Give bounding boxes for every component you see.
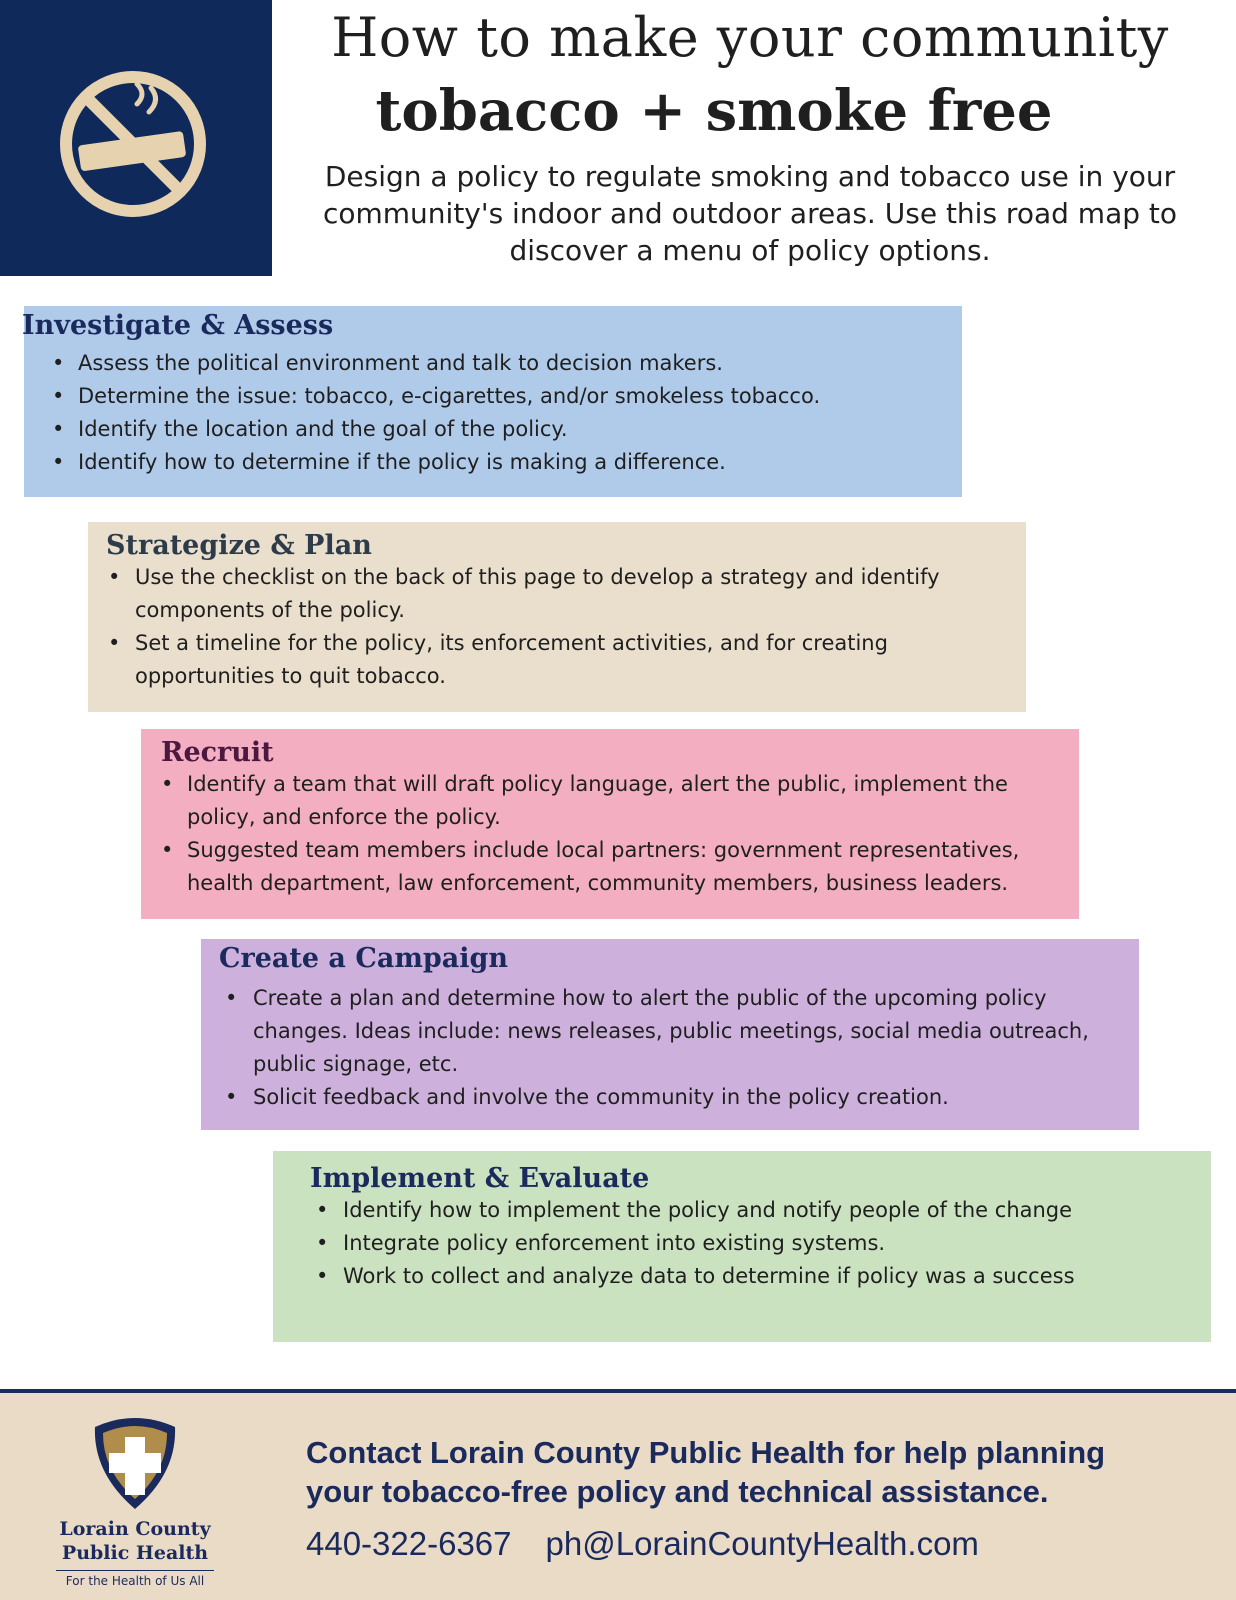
list-item: • Determine the issue: tobacco, e-cigarettes, and/or smokeless tobacco. bbox=[52, 384, 821, 408]
step-list bbox=[106, 561, 1026, 693]
list-item: • Integrate policy enforcement into existing systems. bbox=[316, 1231, 886, 1255]
step-implement-evaluate bbox=[273, 1151, 1211, 1342]
list-item: • Assess the political environment and talk to decision makers. bbox=[52, 351, 723, 375]
page-title-line1: How to make your community bbox=[331, 6, 1169, 69]
list-item: • Identify the location and the goal of the policy. bbox=[52, 417, 568, 441]
step-list bbox=[219, 982, 1139, 1114]
list-item: • Solicit feedback and involve the community in the policy creation. bbox=[225, 1085, 949, 1109]
step-list bbox=[24, 347, 962, 479]
step-create-campaign bbox=[201, 939, 1139, 1130]
step-list bbox=[310, 1194, 1211, 1293]
footer bbox=[0, 1389, 1236, 1600]
phone-number[interactable]: 440-322-6367 bbox=[306, 1525, 512, 1562]
list-item: • Identify how to determine if the policy is making a difference. bbox=[52, 450, 726, 474]
step-recruit bbox=[141, 729, 1079, 919]
contact-details bbox=[306, 1525, 1186, 1563]
step-heading: Strategize & Plan bbox=[106, 530, 372, 561]
shield-cross-icon bbox=[87, 1413, 183, 1513]
list-item: • Set a timeline for the policy, its enforcement activities, and for creating opportunities to quit tobacco. bbox=[108, 631, 888, 688]
step-heading: Investigate & Assess bbox=[22, 310, 334, 341]
step-investigate-assess bbox=[24, 306, 962, 497]
step-heading: Implement & Evaluate bbox=[310, 1163, 650, 1194]
list-item: • Work to collect and analyze data to determine if policy was a success bbox=[316, 1264, 1075, 1288]
contact-message: Contact Lorain County Public Health for help planning your tobacco-free policy and technical assistance. bbox=[306, 1435, 1106, 1509]
step-heading: Recruit bbox=[161, 737, 274, 768]
step-list bbox=[161, 768, 1079, 900]
list-item: • Suggested team members include local partners: government representatives, health department, law enforcement, community members, business leaders. bbox=[161, 838, 1020, 895]
list-item: • Create a plan and determine how to alert the public of the upcoming policy changes. Ideas include: news releases, public meetings, social media outreach, public signage, etc. bbox=[225, 986, 1089, 1076]
page-title-line2: tobacco + smoke free bbox=[375, 78, 1053, 144]
header-icon-block bbox=[0, 0, 272, 276]
no-smoking-icon bbox=[55, 66, 211, 222]
step-strategize-plan bbox=[88, 522, 1026, 712]
list-item: • Identify how to implement the policy and notify people of the change bbox=[316, 1198, 1073, 1222]
list-item: • Identify a team that will draft policy language, alert the public, implement the policy, and enforce the policy. bbox=[161, 772, 1008, 829]
list-item: • Use the checklist on the back of this page to develop a strategy and identify components of the policy. bbox=[108, 565, 940, 622]
step-heading: Create a Campaign bbox=[219, 943, 509, 974]
email-link[interactable]: ph@LorainCountyHealth.com bbox=[545, 1525, 979, 1562]
logo-wordmark: Lorain County Public Health bbox=[59, 1518, 211, 1564]
intro-text: Design a policy to regulate smoking and tobacco use in your community's indoor and outdoor areas. Use this road map to discover a menu of policy options. bbox=[322, 160, 1178, 267]
logo-tagline: For the Health of Us All bbox=[65, 1574, 205, 1588]
organization-logo bbox=[40, 1413, 230, 1593]
logo-divider bbox=[56, 1570, 214, 1571]
